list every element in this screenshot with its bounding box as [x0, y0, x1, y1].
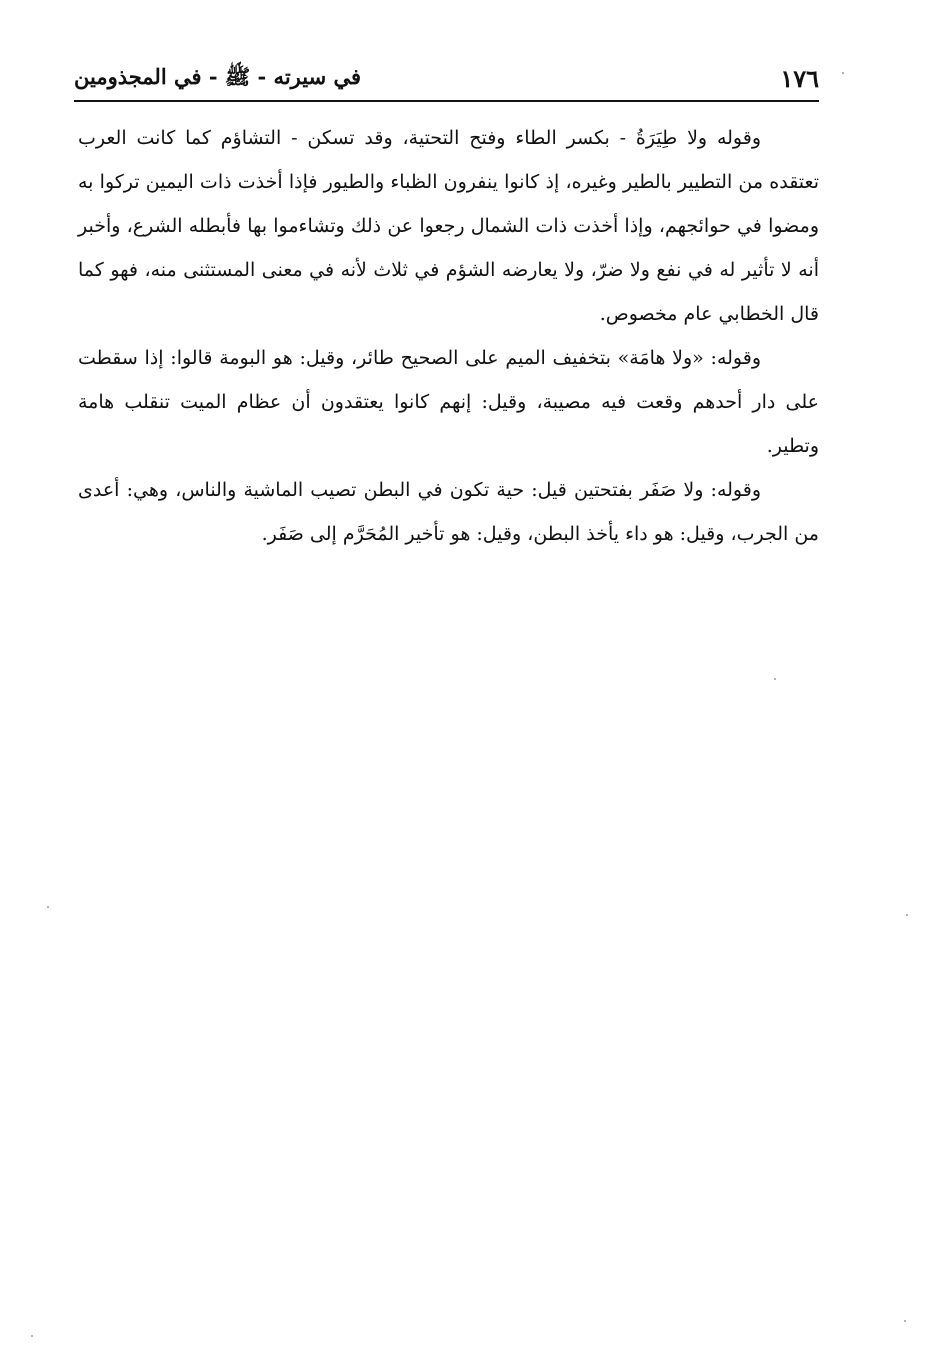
page-number: ١٧٦ [780, 64, 819, 93]
paragraph-safar: وقوله: ولا صَفَر بفتحتين قيل: حية تكون في البطن تصيب الماشية والناس، وهي: أعدى من الجرب، وقيل: هو داء يأخذ البطن، وقيل: هو تأخير المُحَرَّم إلى صَفَر. [78, 479, 819, 545]
body-text [78, 116, 819, 556]
paragraph-hama: وقوله: «ولا هامَة» بتخفيف الميم على الصحيح طائر، وقيل: هو البومة قالوا: إذا سقطت على دار أحدهم وقعت فيه مصيبة، وقيل: إنهم كانوا يعتقدون أن عظام الميت تنقلب هامة وتطير. [78, 347, 819, 457]
scan-speck [906, 914, 908, 916]
scan-speck [904, 1320, 906, 1322]
scan-speck [47, 906, 49, 908]
scan-speck [774, 678, 776, 680]
header-rule [74, 100, 819, 102]
paragraph-tiyara: وقوله ولا طِيَرَةُ - بكسر الطاء وفتح التحتية، وقد تسكن - التشاؤم كما كانت العرب تعتقده من التطيير بالطير وغيره، إذ كانوا ينفرون الظباء والطيور فإذا أخذت ذات اليمين تركوا به ومضوا في حوائجهم، وإذا أخذت ذات الشمال رجعوا عن ذلك وتشاءموا بها فأبطله الشرع، وأخبر أنه لا تأثير له في نفع ولا ضرّ، ولا يعارضه الشؤم في ثلاث لأنه في معنى المستثنى منه، فهو كما قال الخطابي عام مخصوص. [78, 127, 819, 325]
running-title: في سيرته - ﷺ - في المجذومين [74, 64, 362, 89]
scan-speck [31, 1335, 33, 1337]
scan-speck [842, 72, 844, 74]
page-header [74, 60, 819, 100]
